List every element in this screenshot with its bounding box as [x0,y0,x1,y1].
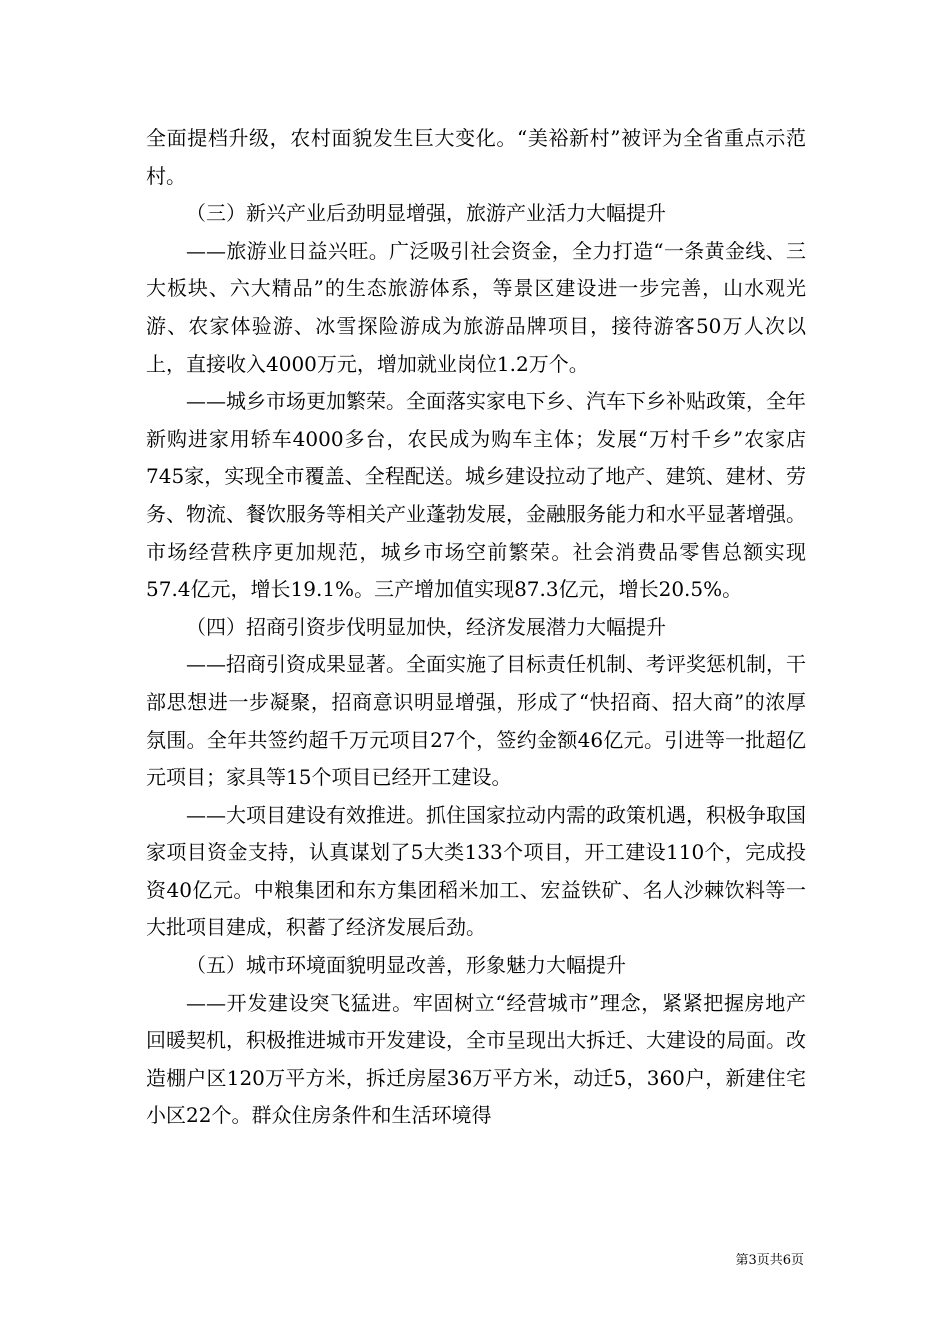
paragraph-development: ——开发建设突飞猛进。牢固树立“经营城市”理念，紧紧把握房地产回暖契机，积极推进城市开发建设，全市呈现出大拆迁、大建设的局面。改造棚户区120万平方米，拆迁房屋36万平方米，动迁5，360户，新建住宅小区22个。群众住房条件和生活环境得 [146,990,806,1128]
paragraph-market: ——城乡市场更加繁荣。全面落实家电下乡、汽车下乡补贴政策，全年新购进家用轿车4000多台，农民成为购车主体；发展“万村千乡”农家店745家，实现全市覆盖、全程配送。城乡建设拉动了地产、建筑、建材、劳务、物流、餐饮服务等相关产业蓬勃发展，金融服务能力和水平显著增强。市场经营秩序更加规范，城乡市场空前繁荣。社会消费品零售总额实现57.4亿元，增长19.1%。三产增加值实现87.3亿元，增长20.5%。 [146,389,806,602]
paragraph-investment: ——招商引资成果显著。全面实施了目标责任机制、考评奖惩机制，干部思想进一步凝聚，招商意识明显增强，形成了“快招商、招大商”的浓厚氛围。全年共签约超千万元项目27个，签约金额46亿元。引进等一批超亿元项目；家具等15个项目已经开工建设。 [146,652,806,790]
section-heading-3: （三）新兴产业后劲明显增强，旅游产业活力大幅提升 [186,201,666,226]
page-number: 第3页共6页 [735,1253,804,1268]
section-heading-4: （四）招商引资步伐明显加快，经济发展潜力大幅提升 [186,614,666,639]
section-heading-5: （五）城市环境面貌明显改善，形象魅力大幅提升 [186,953,626,978]
paragraph-major-projects: ——大项目建设有效推进。抓住国家拉动内需的政策机遇，积极争取国家项目资金支持，认真谋划了5大类133个项目，开工建设110个，完成投资40亿元。中粮集团和东方集团稻米加工、宏益铁矿、名人沙棘饮料等一大批项目建成，积蓄了经济发展后劲。 [146,802,806,940]
paragraph-continuation: 全面提档升级，农村面貌发生巨大变化。“美裕新村”被评为全省重点示范村。 [146,126,806,188]
document-body [146,120,806,1135]
paragraph-tourism: ——旅游业日益兴旺。广泛吸引社会资金，全力打造“一条黄金线、三大板块、六大精品”的生态旅游体系，等景区建设进一步完善，山水观光游、农家体验游、冰雪探险游成为旅游品牌项目，接待游客50万人次以上，直接收入4000万元，增加就业岗位1.2万个。 [146,238,806,376]
